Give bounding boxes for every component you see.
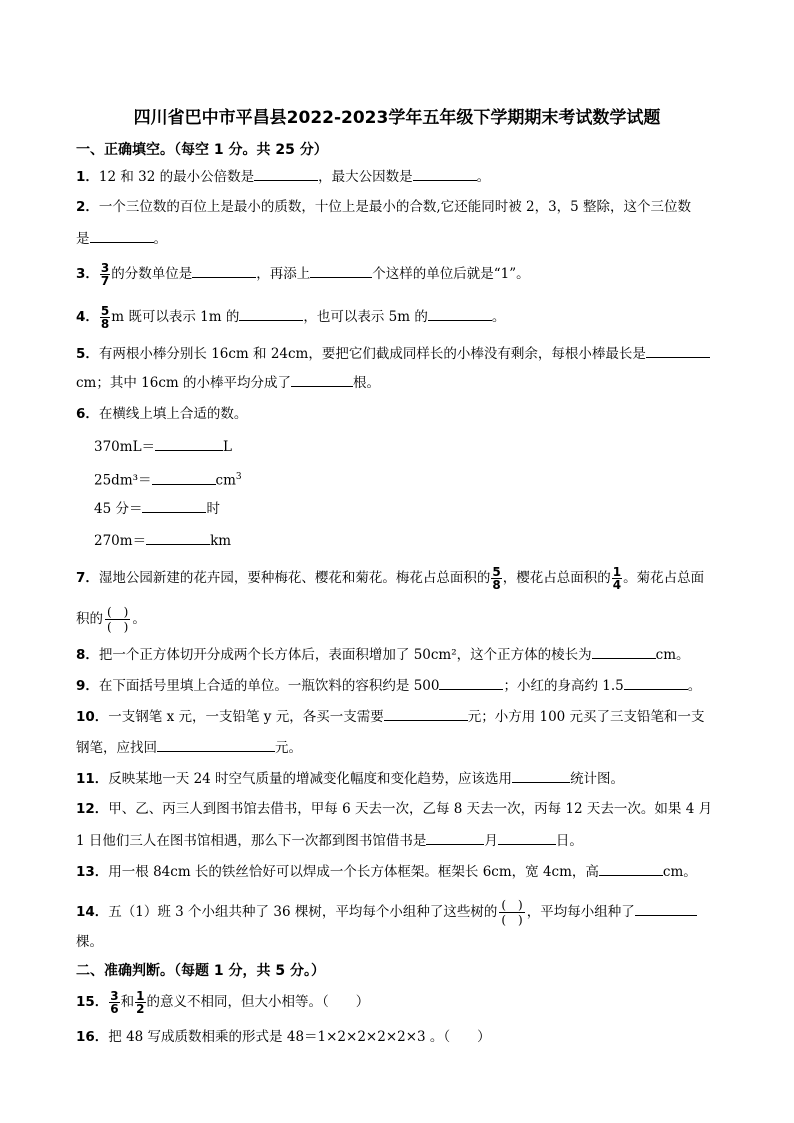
answer-blank[interactable] bbox=[512, 768, 570, 783]
question-3 bbox=[76, 262, 530, 287]
answer-blank[interactable] bbox=[426, 830, 484, 845]
question-text: 个这样的单位后就是“1”。 bbox=[372, 266, 530, 282]
question-text: 统计图。 bbox=[570, 771, 625, 787]
question-text: ，樱花占总面积的 bbox=[502, 570, 611, 586]
answer-blank[interactable] bbox=[152, 470, 216, 485]
question-number: 6． bbox=[76, 406, 99, 422]
question-13 bbox=[76, 861, 697, 882]
answer-blank[interactable] bbox=[291, 372, 353, 387]
answer-blank[interactable] bbox=[646, 343, 710, 358]
question-text: 一支钢笔 x 元，一支铅笔 y 元，各买一支需要 bbox=[108, 709, 384, 725]
question-text: 反映某地一天 24 时空气质量的增减变化幅度和变化趋势，应该选用 bbox=[108, 771, 513, 787]
answer-blank[interactable] bbox=[624, 675, 688, 690]
answer-blank[interactable] bbox=[90, 228, 154, 243]
section-2-heading: 二、准确判断。（每题 1 分，共 5 分。） bbox=[76, 963, 325, 979]
answer-blank[interactable] bbox=[155, 436, 223, 451]
fraction: $\frac{3}{7}$ bbox=[100, 261, 110, 288]
question-12-line-2 bbox=[76, 830, 583, 851]
answer-blank[interactable] bbox=[428, 306, 492, 321]
question-2-line-2 bbox=[76, 228, 167, 249]
question-text: 1 日他们三人在图书馆相遇，那么下一次都到图书馆借书是 bbox=[76, 833, 427, 849]
question-number: 12． bbox=[76, 801, 109, 817]
fraction: $\frac{1}{4}$ bbox=[612, 565, 622, 592]
question-text: ，再添上 bbox=[256, 266, 311, 282]
question-text: 元。 bbox=[275, 740, 302, 756]
question-number: 7． bbox=[76, 570, 99, 586]
question-15: 15． $\frac{3}{6}$ 和 $\frac{1}{2}$ 的意义不相同，但大小相等。（ ） bbox=[76, 989, 370, 1016]
question-text: 的分数单位是 bbox=[111, 266, 193, 282]
question-text: 根。 bbox=[353, 375, 380, 391]
question-text: cm。 bbox=[662, 864, 697, 880]
conversion-item: $25dm^3= cm^3$ bbox=[94, 467, 242, 491]
conversion-item: 45 分＝ 时 bbox=[94, 498, 220, 519]
question-text: 日。 bbox=[555, 833, 583, 849]
question-2 bbox=[76, 197, 691, 217]
question-number: 16． bbox=[76, 1029, 109, 1045]
question-7-line-2: 积的 ( ) ( ) 。 bbox=[76, 605, 146, 634]
question-text: 棵。 bbox=[76, 934, 103, 950]
question-text: 把 48 写成质数相乘的形式是 48＝1×2×2×2×2×3 。（ ） bbox=[108, 1029, 491, 1045]
question-8 bbox=[76, 644, 690, 665]
answer-blank[interactable] bbox=[599, 861, 663, 876]
question-text: 用一根 84cm 长的铁丝恰好可以焊成一个长方体框架。框架长 6cm，宽 4cm，高 bbox=[108, 864, 599, 880]
question-text: 把一个正方体切开分成两个长方体后，表面积增加了 50cm²，这个正方体的棱长为 bbox=[98, 647, 592, 663]
question-number: 1． bbox=[76, 169, 99, 185]
question-text: cm；其中 16cm 的小棒平均分成了 bbox=[76, 375, 291, 391]
question-text: 五（1）班 3 个小组共种了 36 棵树，平均每个小组种了这些树的 bbox=[108, 904, 498, 920]
answer-blank[interactable] bbox=[592, 644, 656, 659]
question-text: 。 bbox=[153, 231, 167, 247]
question-text: 甲、乙、丙三人到图书馆去借书，甲每 6 天去一次，乙每 8 天去一次，丙每 12 天去一次。如果 4 月 bbox=[108, 801, 713, 817]
answer-blank[interactable] bbox=[439, 675, 503, 690]
question-number: 5． bbox=[76, 346, 99, 362]
answer-blank[interactable] bbox=[413, 166, 477, 181]
question-text: ，也可以表示 5m 的 bbox=[303, 309, 428, 325]
question-text: 。 bbox=[476, 169, 491, 185]
question-10 bbox=[76, 706, 705, 727]
question-text: ；小红的身高约 1.5 bbox=[503, 678, 624, 694]
question-text: 钢笔，应找回 bbox=[76, 740, 157, 756]
question-number: 4． bbox=[76, 309, 99, 325]
question-14 bbox=[76, 898, 697, 927]
answer-blank[interactable] bbox=[635, 901, 697, 916]
answer-blank[interactable] bbox=[239, 306, 303, 321]
question-number: 11． bbox=[76, 771, 109, 787]
paren-fraction-blank[interactable]: ( ) ( ) bbox=[501, 898, 523, 927]
question-text: 月 bbox=[484, 833, 498, 849]
page-title: 四川省巴中市平昌县2022-2023学年五年级下学期期末考试数学试题 bbox=[133, 108, 661, 128]
answer-blank[interactable] bbox=[146, 530, 210, 545]
answer-blank[interactable] bbox=[254, 166, 318, 181]
question-text: 是 bbox=[76, 231, 90, 247]
answer-blank[interactable] bbox=[157, 737, 275, 752]
question-text: 。 bbox=[687, 678, 702, 694]
question-7 bbox=[76, 566, 704, 591]
question-number: 8． bbox=[76, 647, 99, 663]
answer-blank[interactable] bbox=[384, 706, 468, 721]
question-11 bbox=[76, 768, 624, 789]
question-12 bbox=[76, 799, 712, 819]
question-text: ，最大公因数是 bbox=[318, 169, 413, 185]
question-text: 的意义不相同，但大小相等。（ ） bbox=[146, 994, 370, 1010]
question-text: 12 和 32 的最小公倍数是 bbox=[98, 169, 255, 185]
answer-blank[interactable] bbox=[192, 263, 256, 278]
question-5-line-2 bbox=[76, 372, 380, 393]
question-text: 积的 bbox=[76, 611, 103, 627]
question-text: 元；小方用 100 元买了三支铅笔和一支 bbox=[467, 709, 705, 725]
paren-fraction-blank[interactable]: ( ) ( ) bbox=[107, 605, 129, 634]
question-text: 。 bbox=[491, 309, 506, 325]
question-number: 14． bbox=[76, 904, 109, 920]
question-4 bbox=[76, 305, 505, 330]
conversion-item: 370mL＝ L bbox=[94, 436, 232, 457]
answer-blank[interactable] bbox=[142, 498, 206, 513]
question-text: 。菊花占总面 bbox=[623, 570, 705, 586]
question-number: 15． bbox=[76, 994, 109, 1010]
question-6 bbox=[76, 404, 247, 424]
question-16 bbox=[76, 1027, 491, 1047]
question-9 bbox=[76, 675, 701, 696]
question-text: cm。 bbox=[655, 647, 690, 663]
fraction: $\frac{5}{8}$ bbox=[492, 565, 501, 592]
question-14-line-2 bbox=[76, 932, 103, 952]
question-1 bbox=[76, 166, 490, 187]
fraction: $\frac{3}{6}$ bbox=[110, 989, 119, 1016]
question-text: 在横线上填上合适的数。 bbox=[98, 406, 248, 422]
conversion-item: 270m＝ km bbox=[94, 530, 231, 551]
section-1-heading: 一、正确填空。（每空 1 分。共 25 分） bbox=[76, 142, 328, 158]
question-number: 10． bbox=[76, 709, 109, 725]
fraction: $\frac{1}{2}$ bbox=[136, 989, 145, 1016]
question-number: 13． bbox=[76, 864, 109, 880]
fraction: $\frac{5}{8}$ bbox=[100, 304, 110, 331]
question-text: 有两根小棒分别长 16cm 和 24cm，要把它们截成同样长的小棒没有剩余，每根小棒最长是 bbox=[98, 346, 646, 362]
question-number: 3． bbox=[76, 266, 99, 282]
question-10-line-2 bbox=[76, 737, 302, 758]
question-text: m 既可以表示 1m 的 bbox=[111, 309, 240, 325]
answer-blank[interactable] bbox=[498, 830, 556, 845]
question-text: ，平均每小组种了 bbox=[526, 904, 635, 920]
question-5 bbox=[76, 343, 710, 364]
question-number: 2． bbox=[76, 199, 99, 215]
answer-blank[interactable] bbox=[310, 263, 372, 278]
question-text: 在下面括号里填上合适的单位。一瓶饮料的容积约是 500 bbox=[98, 678, 440, 694]
question-text: 湿地公园新建的花卉园，要种梅花、樱花和菊花。梅花占总面积的 bbox=[98, 570, 491, 586]
question-text: 一个三位数的百位上是最小的质数，十位上是最小的合数,它还能同时被 2，3，5 整除，这个三位数 bbox=[98, 199, 692, 215]
question-number: 9． bbox=[76, 678, 99, 694]
